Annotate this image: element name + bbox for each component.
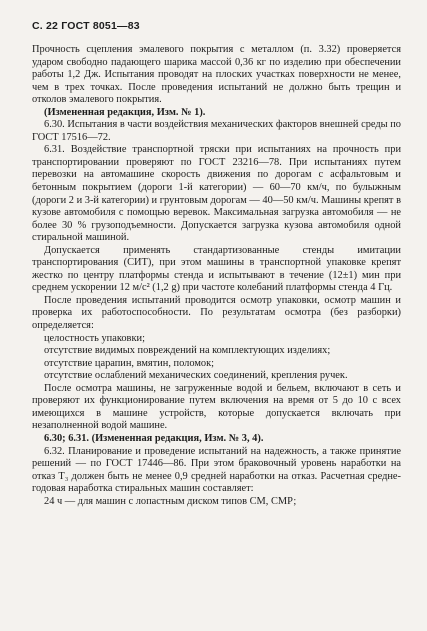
paragraph-6-31: 6.31. Воздействие транспортной тряски при испытаниях на прочность при транспортировании проверяют по ГОСТ 23216—78. При испытаниях путем перевозки на автомашине скорость движения по дорогам с асфальтовым и бетонным покрытием (дороги 1-й категории) — 60—70 км/ч, по булыжным (дороги 2 и 3-й категории) и грунтовым дорогам — 40—50 км/ч. Машины крепят в кузове автомобиля с помощью веревок. Максимальная загрузка автомобиля — не более 30 % грузоподъемности. Допускается загрузка кузова автомобиля одной стиральной машиной. [32,144,401,244]
paragraph-6-30: 6.30. Испытания в части воздействия механических факторов внешней среды по ГОСТ 17516—72. [32,119,401,143]
paragraph-6-32: 6.32. Планирование и проведение испытаний на надежность, а также принятие решений — по ГОСТ 17446—86. При этом браковочный уровень наработки на отказ T₃ должен быть не менее 0,9 средней наработки на отказ. Расчетная среднегодовая наработка стиральных машин составляет: [32,445,401,495]
list-item-visible-damage: отсутствие видимых повреждений на комплектующих изделиях; [44,345,331,357]
paragraph-sit-stands: Допускается применять стандартизованные стенды имитации транспортирования (СИТ), при этом машины в транспортной упаковке крепят жестко по центру платформы стенда и испытывают в течение (12±1) мин при среднем ускорении 12 м/с² (1,2 g) при частоте колебаний платформы стенда 4 Гц. [32,244,401,294]
list-item-packaging: целостность упаковки; [44,332,145,344]
paragraph-adhesion-strength: Прочность сцепления эмалевого покрытия с металлом (п. 3.32) проверяется ударом свободно падающего шарика массой 0,36 кг по изделию при обеспечении работы 1,2 Дж. Испытания проводят на плоских участках поверхности не менее, чем в трех точках. После проведения испытаний не должно быть трещин и отколов эмалевого покрытия. [32,44,401,106]
page-header: С. 22 ГОСТ 8051—83 [32,20,140,32]
paragraph-function-check: После осмотра машины, не загруженные водой и бельем, включают в сеть и проверяют их функционирование путем включения на время от 5 до 10 с всех имеющихся в машине устройств, которые допускается включать при незаполненной водой машине. [32,382,401,432]
amendment-note-3-4: 6.30; 6.31. (Измененная редакция, Изм. № 3, 4). [44,432,264,444]
paragraph-inspection: После проведения испытаний проводится осмотр упаковки, осмотр машин и проверка их работоспособности. По результатам осмотра (без разборки) определяется: [32,294,401,332]
amendment-note-1: (Измененная редакция, Изм. № 1). [44,106,206,118]
list-item-loosening: отсутствие ослаблений механических соединений, крепления ручек. [44,370,348,382]
list-item-scratches: отсутствие царапин, вмятин, поломок; [44,357,215,369]
document-body [32,44,401,508]
paragraph-24h-machines: 24 ч — для машин с лопастным диском типов СМ, СМР; [44,495,297,507]
